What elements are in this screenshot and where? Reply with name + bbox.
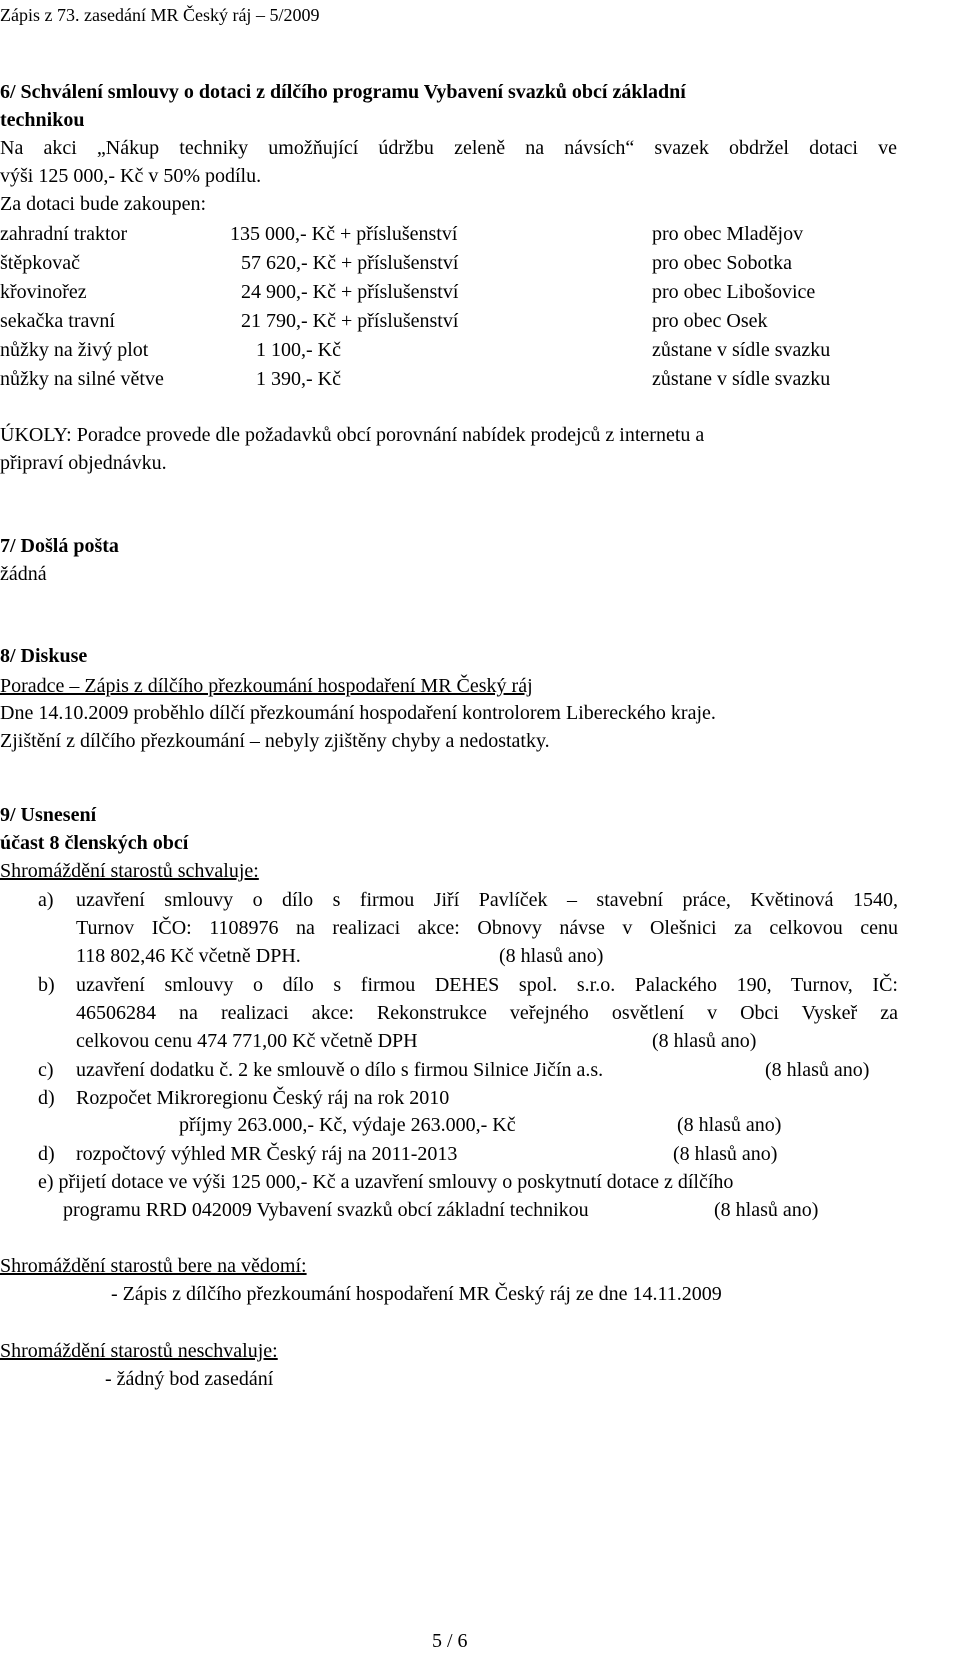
approves-heading: Shromáždění starostů schvaluje: [0,860,259,882]
item-text: uzavření smlouvy o dílo s firmou Jiří Pavlíček – stavební práce, Květinová 1540, [76,889,898,911]
section-8-subject: Poradce – Zápis z dílčího přezkoumání hospodaření MR Český ráj [0,675,533,697]
item-text: programu RRD 042009 Vybavení svazků obcí základní technikou [63,1199,589,1221]
item-label: b) [38,974,55,996]
equipment-price: 57 620,- Kč + příslušenství [241,252,459,274]
section-6-paragraph: Na akci „Nákup techniky umožňující údržbu zeleně na návsích“ svazek obdržel dotaci ve [0,137,897,159]
vote-result: (8 hlasů ano) [677,1114,782,1136]
item-text: celkovou cenu 474 771,00 Kč včetně DPH [76,1030,418,1052]
section-6-paragraph-cont: výši 125 000,- Kč v 50% podílu. [0,165,262,187]
page-header: Zápis z 73. zasedání MR Český ráj – 5/2009 [0,5,320,25]
equipment-destination: zůstane v sídle svazku [652,339,831,361]
section-6-title: 6/ Schválení smlouvy o dotaci z dílčího programu Vybavení svazků obcí základní [0,81,686,103]
section-6-purchase-intro: Za dotaci bude zakoupen: [0,193,207,215]
vote-result: (8 hlasů ano) [714,1199,819,1221]
tasks-paragraph-cont: připraví objednávku. [0,452,167,474]
item-subtext: příjmy 263.000,- Kč, výdaje 263.000,- Kč [179,1114,516,1136]
page-number: 5 / 6 [432,1630,468,1652]
section-9-title: 9/ Usnesení [0,804,97,826]
vote-result: (8 hlasů ano) [673,1143,778,1165]
equipment-destination: pro obec Libošovice [652,281,816,303]
section-8-title: 8/ Diskuse [0,645,88,667]
equipment-destination: pro obec Mladějov [652,223,804,245]
equipment-name: křovinořez [0,281,87,303]
item-label: a) [38,889,54,911]
notes-item: - Zápis z dílčího přezkoumání hospodaření MR Český ráj ze dne 14.11.2009 [111,1283,722,1305]
item-text: uzavření smlouvy o dílo s firmou DEHES spol. s.r.o. Palackého 190, Turnov, IČ: [76,974,898,996]
item-text: Rozpočet Mikroregionu Český ráj na rok 2010 [76,1087,450,1109]
equipment-name: nůžky na živý plot [0,339,149,361]
notes-heading: Shromáždění starostů bere na vědomí: [0,1255,307,1277]
item-text: Turnov IČO: 1108976 na realizaci akce: Obnovy návse v Olešnici za celkovou cenu [76,917,898,939]
rejects-heading: Shromáždění starostů neschvaluje: [0,1340,278,1362]
item-text: e) přijetí dotace ve výši 125 000,- Kč a uzavření smlouvy o poskytnutí dotace z dílčího [38,1171,734,1193]
section-8-line: Dne 14.10.2009 proběhlo dílčí přezkoumání hospodaření kontrolorem Libereckého kraje. [0,702,716,724]
vote-result: (8 hlasů ano) [652,1030,757,1052]
equipment-price: 24 900,- Kč + příslušenství [241,281,459,303]
item-text: rozpočtový výhled MR Český ráj na 2011-2013 [76,1143,458,1165]
equipment-name: sekačka travní [0,310,115,332]
equipment-price: 21 790,- Kč + příslušenství [241,310,459,332]
section-8-line: Zjištění z dílčího přezkoumání – nebyly zjištěny chyby a nedostatky. [0,730,550,752]
item-text: 118 802,46 Kč včetně DPH. [76,945,301,967]
vote-result: (8 hlasů ano) [499,945,604,967]
item-label: d) [38,1143,55,1165]
equipment-name: nůžky na silné větve [0,368,164,390]
section-9-subtitle: účast 8 členských obcí [0,832,189,854]
rejects-item: - žádný bod zasedání [105,1368,274,1390]
item-text: uzavření dodatku č. 2 ke smlouvě o dílo s firmou Silnice Jičín a.s. [76,1059,604,1081]
section-6-title-cont: technikou [0,109,85,131]
equipment-price: 1 100,- Kč [256,339,341,361]
equipment-price: 1 390,- Kč [256,368,341,390]
tasks-paragraph: ÚKOLY: Poradce provede dle požadavků obcí porovnání nabídek prodejců z internetu a [0,424,705,446]
section-7-title: 7/ Došlá pošta [0,535,119,557]
vote-result: (8 hlasů ano) [765,1059,870,1081]
equipment-destination: pro obec Sobotka [652,252,792,274]
item-label: d) [38,1087,55,1109]
equipment-destination: pro obec Osek [652,310,768,332]
equipment-name: zahradní traktor [0,223,128,245]
item-text: 46506284 na realizaci akce: Rekonstrukce veřejného osvětlení v Obci Vyskeř za [76,1002,898,1024]
section-7-text: žádná [0,563,47,585]
equipment-name: štěpkovač [0,252,80,274]
equipment-price: 135 000,- Kč + příslušenství [230,223,458,245]
equipment-destination: zůstane v sídle svazku [652,368,831,390]
item-label: c) [38,1059,54,1081]
